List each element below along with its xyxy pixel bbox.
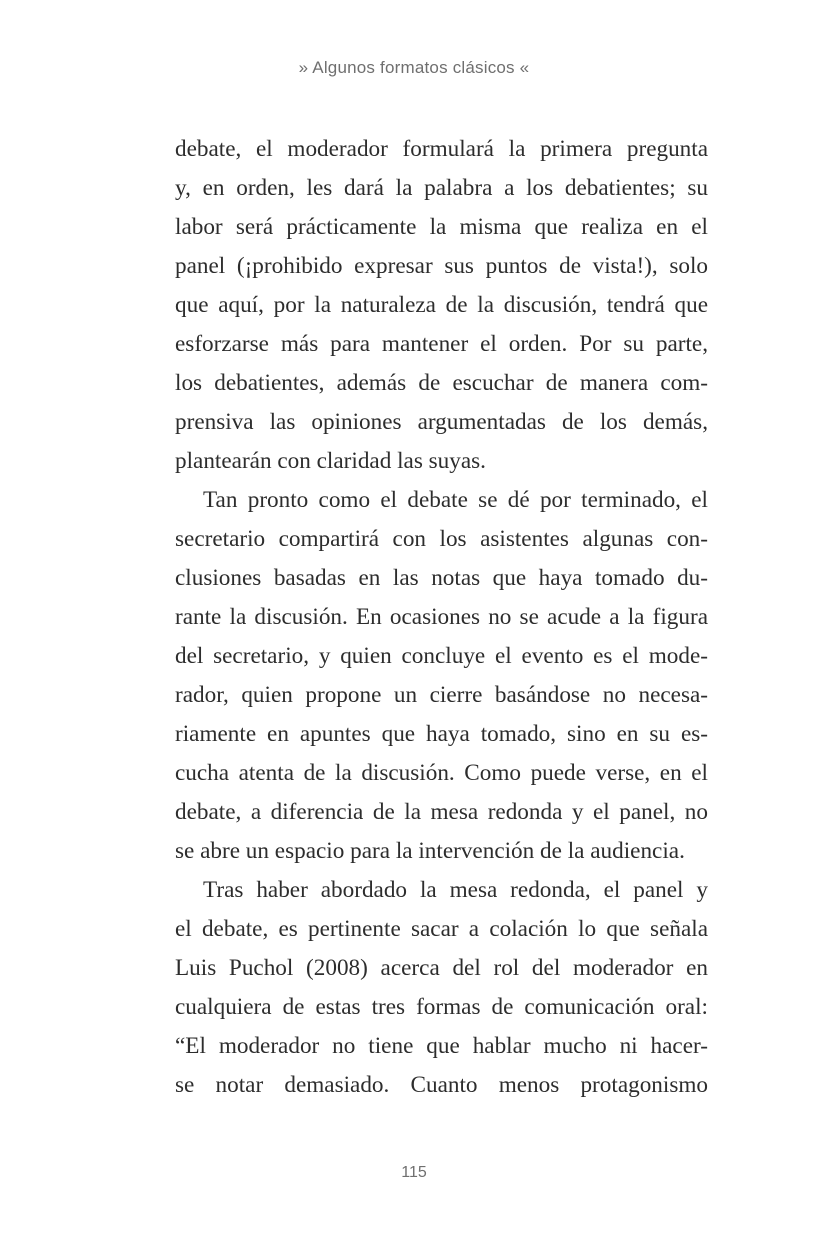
text-line: “El moderador no tiene que hablar mucho ni hacer- (175, 1033, 708, 1059)
text-line: Luis Puchol (2008) acerca del rol del moderador en (175, 955, 708, 981)
text-line: debate, el moderador formulará la primera pregunta (175, 136, 708, 162)
text-line: labor será prácticamente la misma que realiza en el (175, 214, 708, 240)
text-line: el debate, es pertinente sacar a colación lo que señala (175, 916, 708, 942)
paragraph-1 (175, 130, 708, 481)
paragraph-2 (175, 481, 708, 871)
text-line: Tras haber abordado la mesa redonda, el panel y (203, 877, 708, 903)
text-line: Tan pronto como el debate se dé por terminado, el (203, 487, 708, 513)
text-line: cualquiera de estas tres formas de comunicación oral: (175, 994, 708, 1020)
text-line: debate, a diferencia de la mesa redonda y el panel, no (175, 799, 708, 825)
text-line: que aquí, por la naturaleza de la discusión, tendrá que (175, 292, 708, 318)
text-line: se notar demasiado. Cuanto menos protagonismo (175, 1072, 708, 1098)
text-line: los debatientes, además de escuchar de manera com- (175, 370, 708, 396)
text-line: esforzarse más para mantener el orden. Por su parte, (175, 331, 708, 357)
text-line: del secretario, y quien concluye el evento es el mode- (175, 643, 708, 669)
text-line: plantearán con claridad las suyas. (175, 448, 486, 474)
text-line: prensiva las opiniones argumentadas de los demás, (175, 409, 708, 435)
paragraph-3 (175, 871, 708, 1105)
text-line: clusiones basadas en las notas que haya tomado du- (175, 565, 708, 591)
text-line: rante la discusión. En ocasiones no se acude a la figura (175, 604, 708, 630)
text-line: cucha atenta de la discusión. Como puede verse, en el (175, 760, 708, 786)
text-line: rador, quien propone un cierre basándose no necesa- (175, 682, 708, 708)
text-line: secretario compartirá con los asistentes algunas con- (175, 526, 708, 552)
body-text (175, 130, 708, 1105)
running-header: » Algunos formatos clásicos « (298, 58, 530, 77)
page-number: 115 (401, 1164, 427, 1181)
text-line: y, en orden, les dará la palabra a los debatientes; su (175, 175, 708, 201)
text-line: se abre un espacio para la intervención de la audiencia. (175, 838, 685, 864)
text-line: panel (¡prohibido expresar sus puntos de vista!), solo (175, 253, 708, 279)
text-line: riamente en apuntes que haya tomado, sino en su es- (175, 721, 708, 747)
